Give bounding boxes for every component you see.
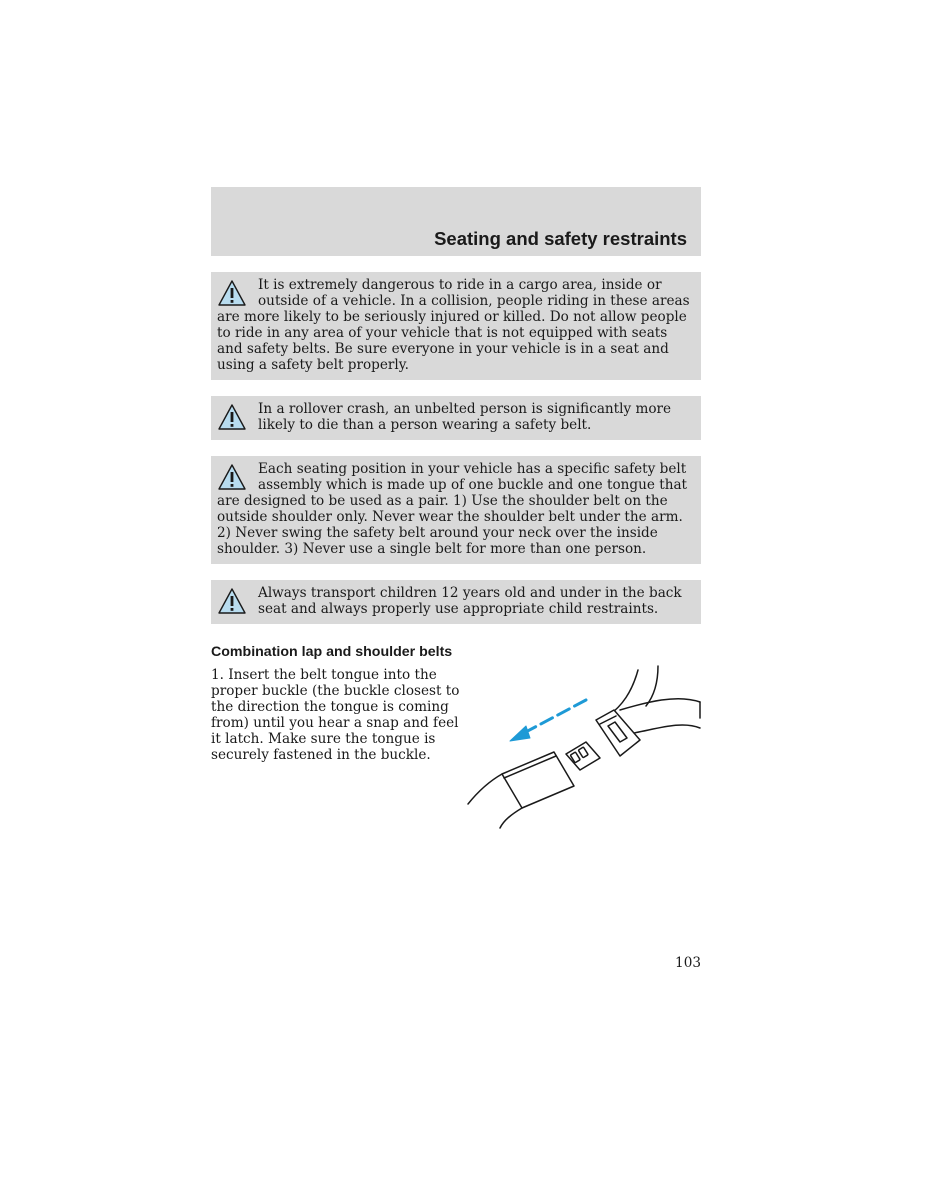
warning-triangle-icon (217, 279, 247, 307)
warning-box (211, 396, 701, 440)
warning-box (211, 580, 701, 624)
belt-webbing (628, 725, 700, 734)
page-title: Seating and safety restraints (434, 228, 687, 249)
belt-tongue-body (502, 752, 574, 808)
belt-webbing (620, 699, 700, 710)
arrow-head-icon (510, 726, 530, 741)
warning-text: In a rollover crash, an unbelted person is significantly more likely to die than a person wearing a safety belt. (258, 401, 672, 433)
section-heading: Combination lap and shoulder belts (211, 644, 453, 660)
section-header-band (211, 187, 701, 256)
lap-belt-webbing (468, 774, 502, 804)
page-number: 103 (675, 955, 701, 971)
warning-triangle-icon (217, 587, 247, 615)
buckle-body (596, 710, 640, 756)
belt-buckle-illustration (462, 662, 704, 834)
step-instruction: 1. Insert the belt tongue into the proper buckle (the buckle closest to the direction the tongue is coming from) until you hear a snap and feel it latch. Make sure the tongue is securely fastened in the buckle. (211, 667, 460, 763)
lap-belt-webbing (500, 808, 522, 828)
warning-text: It is extremely dangerous to ride in a cargo area, inside or outside of a vehicle. In a collision, people riding in these areas are more likely to be seriously injured or killed. Do not allow people to ride in any area of your vehicle that is not equipped with seats and safety belts. Be sure everyone in your vehicle is in a seat and using a safety belt properly. (217, 277, 690, 373)
warning-triangle-icon (217, 403, 247, 431)
warning-text: Always transport children 12 years old and under in the back seat and always properly use appropriate child restraints. (258, 585, 682, 617)
warning-triangle-icon (217, 463, 247, 491)
warning-box (211, 456, 701, 564)
seat-outline (646, 666, 658, 706)
warning-box (211, 272, 701, 380)
insert-direction-arrow (522, 700, 586, 734)
warning-text: Each seating position in your vehicle has a specific safety belt assembly which is made up of one buckle and one tongue that are designed to be used as a pair. 1) Use the shoulder belt on the outside shoulder only. Never wear the shoulder belt under the arm. 2) Never swing the safety belt around your neck over the inside shoulder. 3) Never use a single belt for more than one person. (217, 461, 688, 557)
